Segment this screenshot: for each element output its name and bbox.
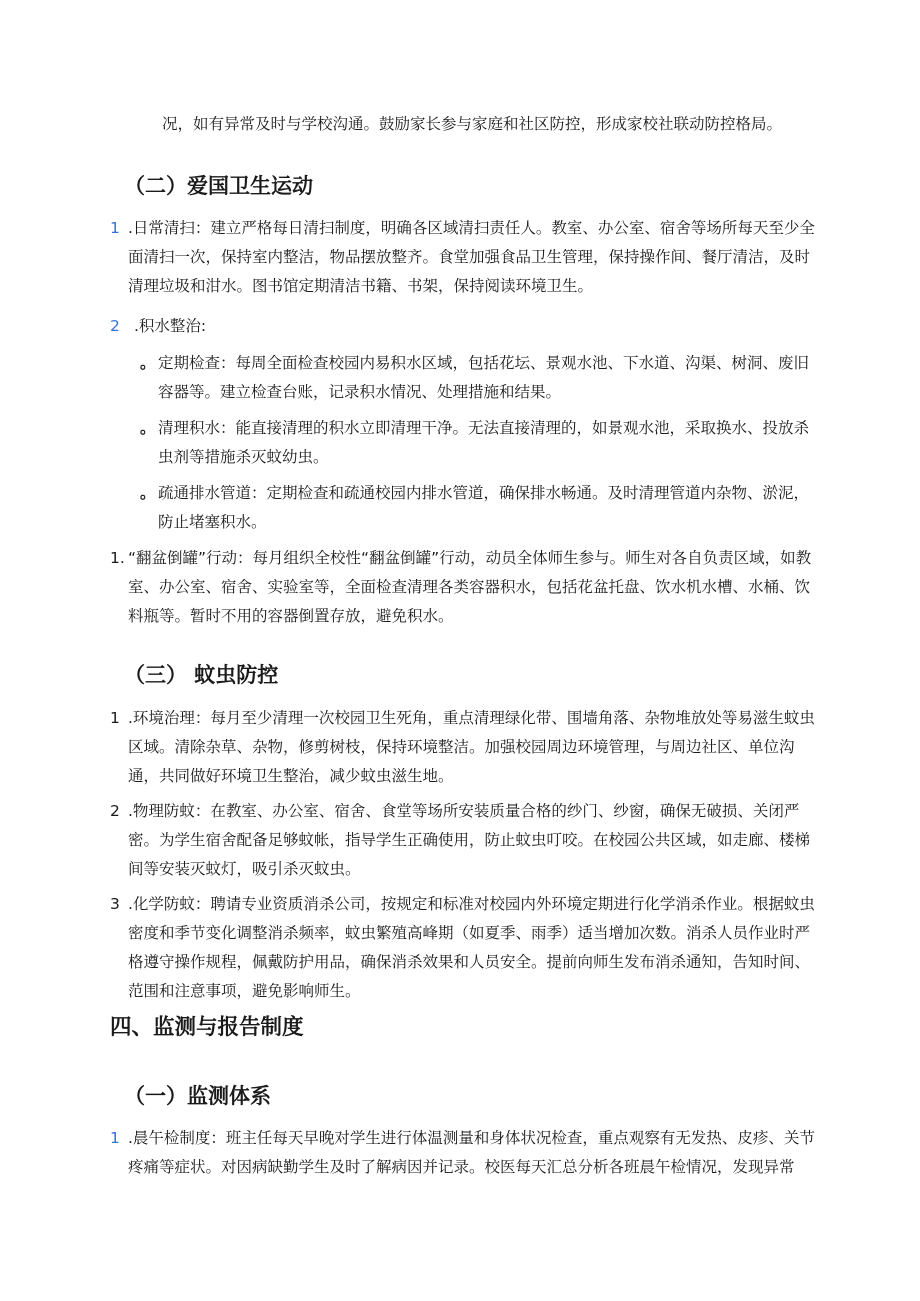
sec3-item-1-text: .环境治理：每月至少清理一次校园卫生死角，重点清理绿化带、围墙角落、杂物堆放处等易滋生蚊虫区域。清除杂草、杂物，修剪树枝，保持环境整洁。加强校园周边环境管理，与周边社区、单位沟通，共同做好环境卫生整治，减少蚊虫滋生地。 [128,709,815,785]
section-2-heading: （二）爱国卫生运动 [124,174,313,198]
section-4-heading: 四、监测与报告制度 [110,1015,304,1040]
sec3-item-2 [110,797,820,884]
sec2-item-1 [110,214,820,301]
sec2-subitem-2-bullet: 。 [140,419,156,437]
sec4-item-1-number: 1 [110,1129,120,1147]
sec3-item-3-text: .化学防蚊：聘请专业资质消杀公司，按规定和标准对校园内外环境定期进行化学消杀作业。根据蚊虫密度和季节变化调整消杀频率，蚊虫繁殖高峰期（如夏季、雨季）适当增加次数。消杀人员作业时严格遵守操作规程，佩戴防护用品，确保消杀效果和人员安全。提前向师生发布消杀通知，告知时间、范围和注意事项，避免影响师生。 [128,895,815,1000]
sec3-item-1-number: 1 [110,709,120,727]
sec2-item-2-number: 2 [110,317,120,335]
sec2-subitem-1 [140,349,820,407]
sec2-subitem-2 [140,414,820,472]
sec2-item-3-text: “翻盆倒罐”行动：每月组织全校性“翻盆倒罐”行动，动员全体师生参与。师生对各自负责区域，如教室、办公室、宿舍、实验室等，全面检查清理各类容器积水，包括花盆托盘、饮水机水槽、水桶、饮料瓶等。暂时不用的容器倒置存放，避免积水。 [128,549,812,625]
section-3-heading: （三） 蚊虫防控 [124,663,279,687]
sec3-item-1 [110,704,820,791]
sec3-item-3 [110,890,820,1006]
sec2-subitem-1-text: 定期检查：每周全面检查校园内易积水区域，包括花坛、景观水池、下水道、沟渠、树洞、废旧容器等。建立检查台账，记录积水情况、处理措施和结果。 [158,354,810,401]
sec2-item-2 [110,312,820,341]
sec2-item-1-number: 1 [110,219,120,237]
sec4-item-1 [110,1124,820,1182]
sec2-item-3 [110,544,820,631]
intro-paragraph: 况，如有异常及时与学校沟通。鼓励家长参与家庭和社区防控，形成家校社联动防控格局。 [162,115,783,133]
sec2-item-1-text: .日常清扫：建立严格每日清扫制度，明确各区域清扫责任人。教室、办公室、宿舍等场所每天至少全面清扫一次，保持室内整洁，物品摆放整齐。食堂加强食品卫生管理，保持操作间、餐厅清洁，及时清理垃圾和泔水。图书馆定期清洁书籍、书架，保持阅读环境卫生。 [128,219,815,295]
sec4-item-1-text: .晨午检制度：班主任每天早晚对学生进行体温测量和身体状况检查，重点观察有无发热、皮疹、关节疼痛等症状。对因病缺勤学生及时了解病因并记录。校医每天汇总分析各班晨午检情况，发现异常 [128,1129,815,1176]
sec2-item-2-text: .积水整治: [134,317,207,335]
sec2-subitem-1-bullet: 。 [140,354,156,372]
sec3-item-2-number: 2 [110,802,120,820]
sec2-subitem-2-text: 清理积水：能直接清理的积水立即清理干净。无法直接清理的，如景观水池，采取换水、投放杀虫剂等措施杀灭蚊幼虫。 [158,419,810,466]
sec3-item-3-number: 3 [110,895,120,913]
sec2-subitem-3-bullet: 。 [140,484,156,502]
sec2-item-3-number: 1. [110,549,125,567]
section-4-1-heading: （一）监测体系 [124,1084,271,1108]
sec2-subitem-3 [140,479,820,537]
sec2-subitem-3-text: 疏通排水管道：定期检查和疏通校园内排水管道，确保排水畅通。及时清理管道内杂物、淤泥，防止堵塞积水。 [158,484,810,531]
sec3-item-2-text: .物理防蚊：在教室、办公室、宿舍、食堂等场所安装质量合格的纱门、纱窗，确保无破损、关闭严密。为学生宿舍配备足够蚊帐，指导学生正确使用，防止蚊虫叮咬。在校园公共区域，如走廊、楼梯间等安装灭蚊灯，吸引杀灭蚊虫。 [128,802,811,878]
